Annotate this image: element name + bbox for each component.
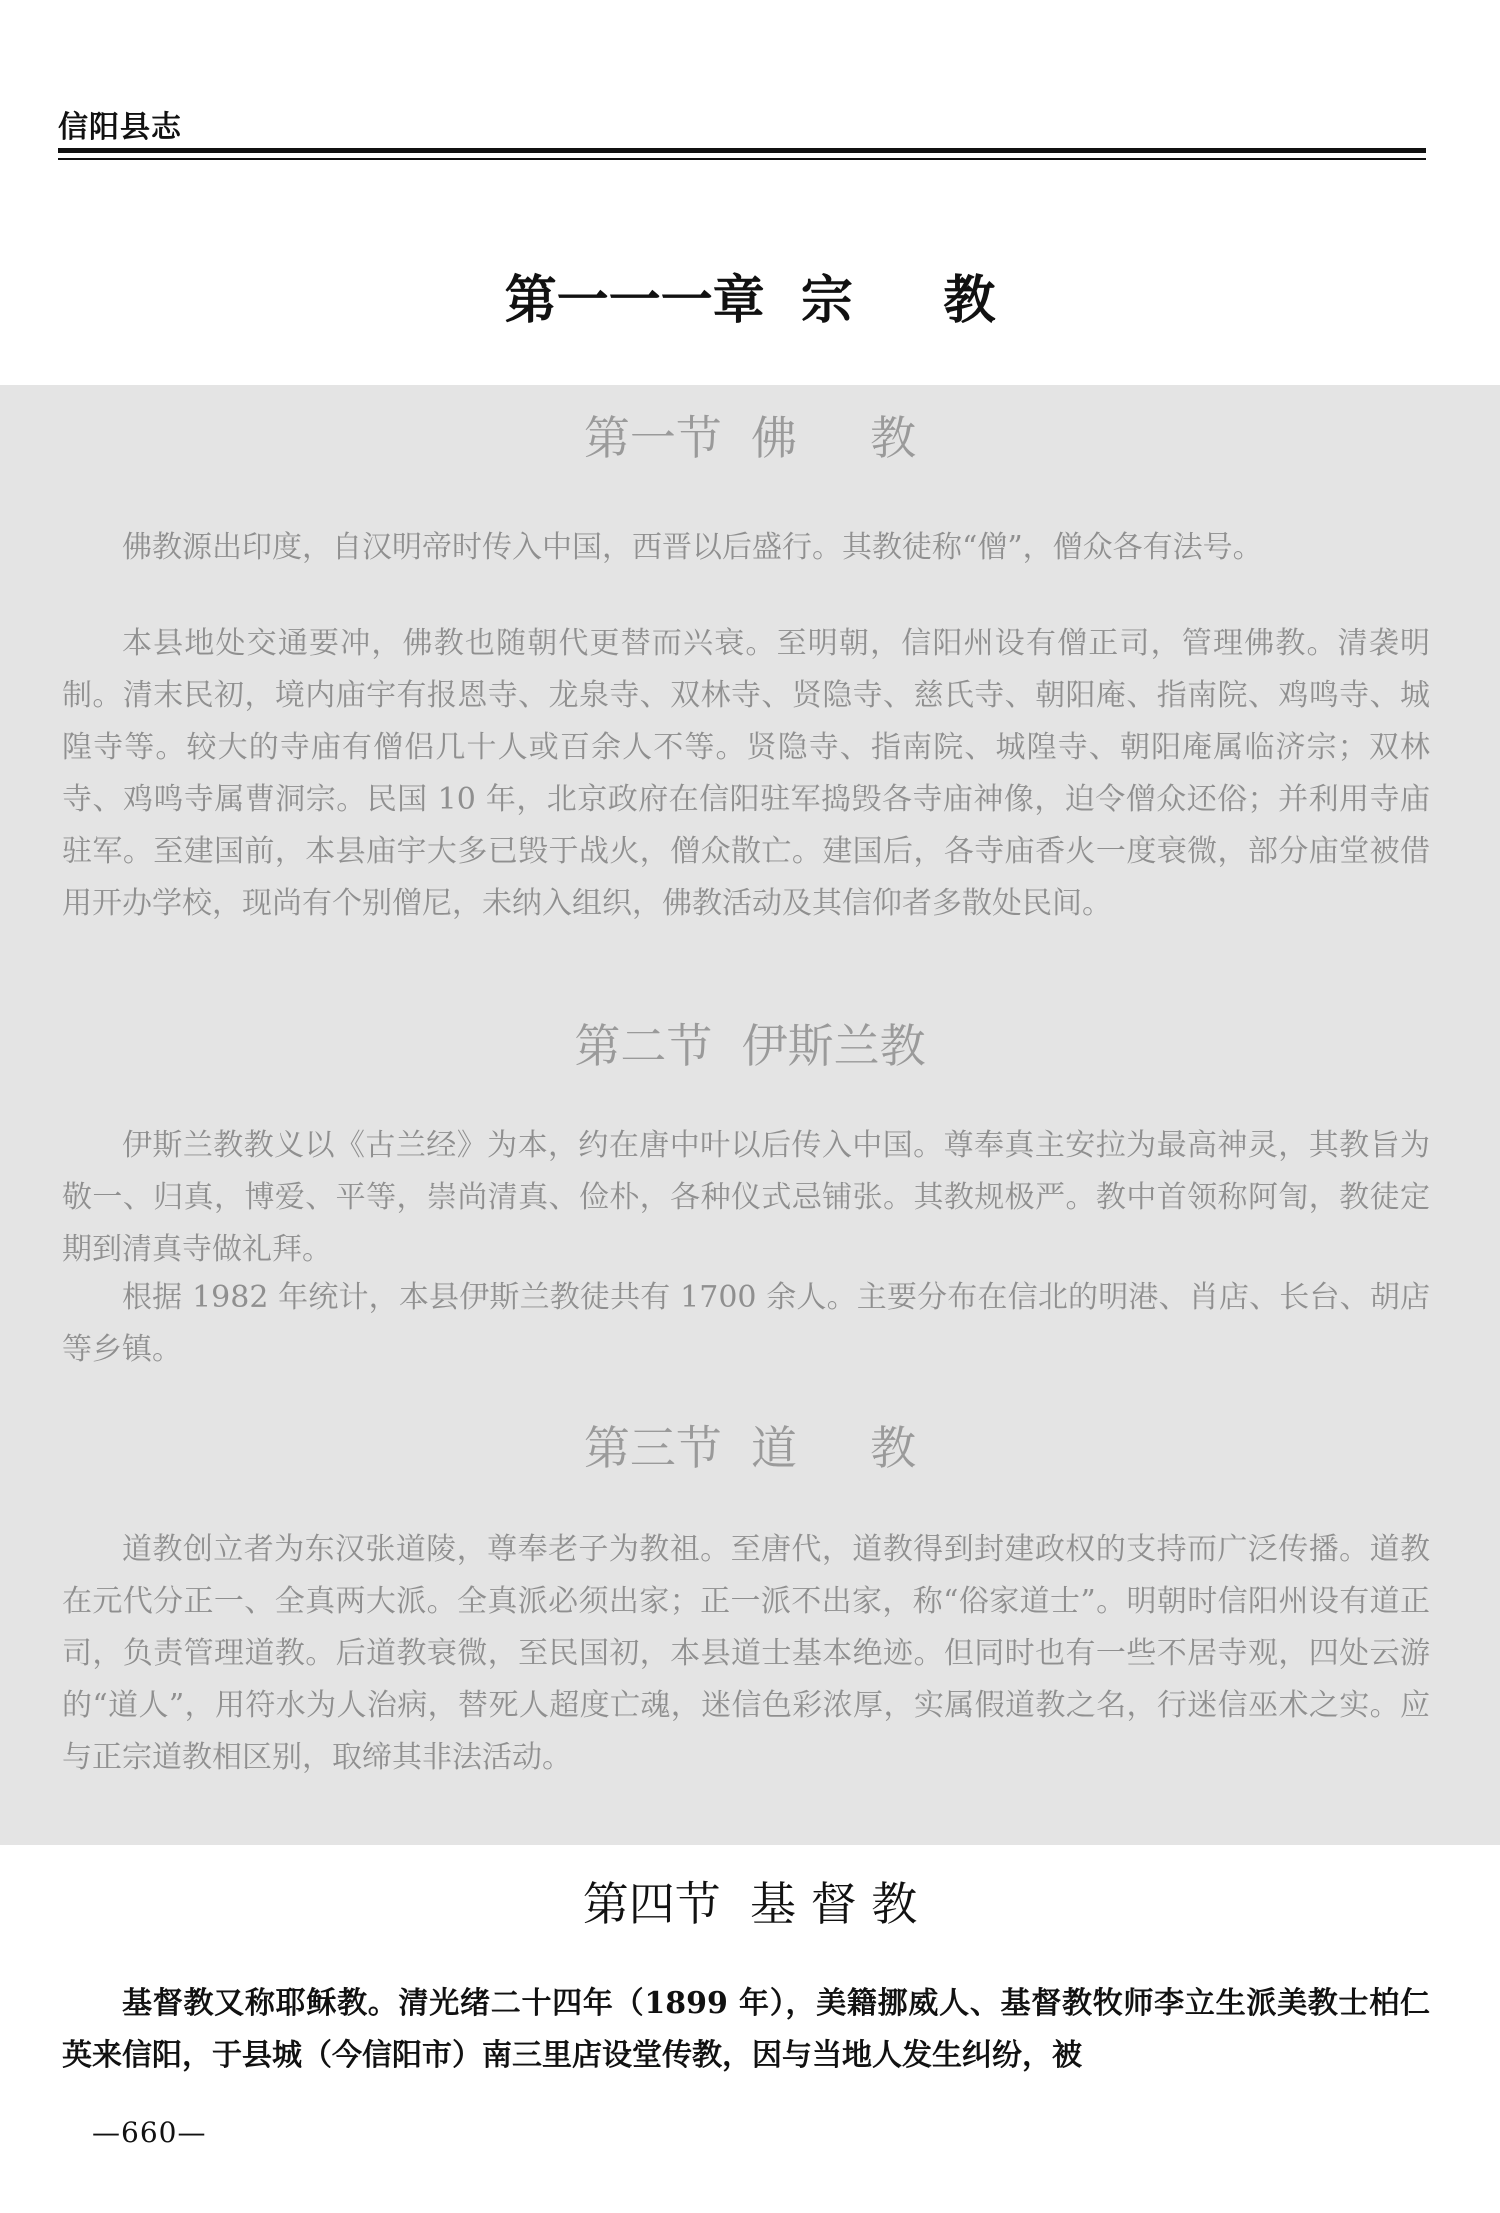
page-number: —660— [92,2116,207,2149]
section-paragraph: 根据 1982 年统计，本县伊斯兰教徒共有 1700 余人。主要分布在信北的明港、肖店、长台、胡店等乡镇。 [62,1280,1430,1367]
section-paragraph: 佛教源出印度，自汉明帝时传入中国，西晋以后盛行。其教徒称“僧”，僧众各有法号。 [122,530,1263,565]
section-title-christianity: 第四节 基 督 教 [582,1877,918,1931]
section-title-buddhism: 第一节 佛 教 [583,411,917,465]
section-title-islam: 第二节 伊斯兰教 [574,1019,926,1073]
section-paragraph: 本县地处交通要冲，佛教也随朝代更替而兴衰。至明朝，信阳州设有僧正司，管理佛教。清袭明制。清末民初，境内庙宇有报恩寺、龙泉寺、双林寺、贤隐寺、慈氏寺、朝阳庵、指南院、鸡鸣寺、城隍寺等。较大的寺庙有僧侣几十人或百余人不等。贤隐寺、指南院、城隍寺、朝阳庵属临济宗；双林寺、鸡鸣寺属曹洞宗。民国 10 年，北京政府在信阳驻军捣毁各寺庙神像，迫令僧众还俗；并利用寺庙驻军。至建国前，本县庙宇大多已毁于战火，僧众散亡。建国后，各寺庙香火一度衰微，部分庙堂被借用开办学校，现尚有个别僧尼，未纳入组织，佛教活动及其信仰者多散处民间。 [62,626,1430,921]
header-rule-thick [58,148,1426,153]
chapter-title: 第一一一章 宗 教 [504,271,996,331]
section-paragraph: 基督教又称耶稣教。清光绪二十四年（1899 年），美籍挪威人、基督教牧师李立生派美教士柏仁英来信阳，于县城（今信阳市）南三里店设堂传教，因与当地人发生纠纷，被 [62,1986,1430,2073]
running-title: 信阳县志 [58,110,182,145]
section-title-taoism: 第三节 道 教 [583,1421,917,1475]
header-rule-thin [58,158,1426,160]
section-paragraph: 道教创立者为东汉张道陵，尊奉老子为教祖。至唐代，道教得到封建政权的支持而广泛传播。道教在元代分正一、全真两大派。全真派必须出家；正一派不出家，称“俗家道士”。明朝时信阳州设有道正司，负责管理道教。后道教衰微，至民国初，本县道士基本绝迹。但同时也有一些不居寺观，四处云游的“道人”，用符水为人治病，替死人超度亡魂，迷信色彩浓厚，实属假道教之名，行迷信巫术之实。应与正宗道教相区别，取缔其非法活动。 [62,1532,1430,1775]
section-paragraph: 伊斯兰教教义以《古兰经》为本，约在唐中叶以后传入中国。尊奉真主安拉为最高神灵，其教旨为敬一、归真，博爱、平等，崇尚清真、俭朴，各种仪式忌铺张。其教规极严。教中首领称阿訇，教徒定期到清真寺做礼拜。 [62,1128,1430,1267]
